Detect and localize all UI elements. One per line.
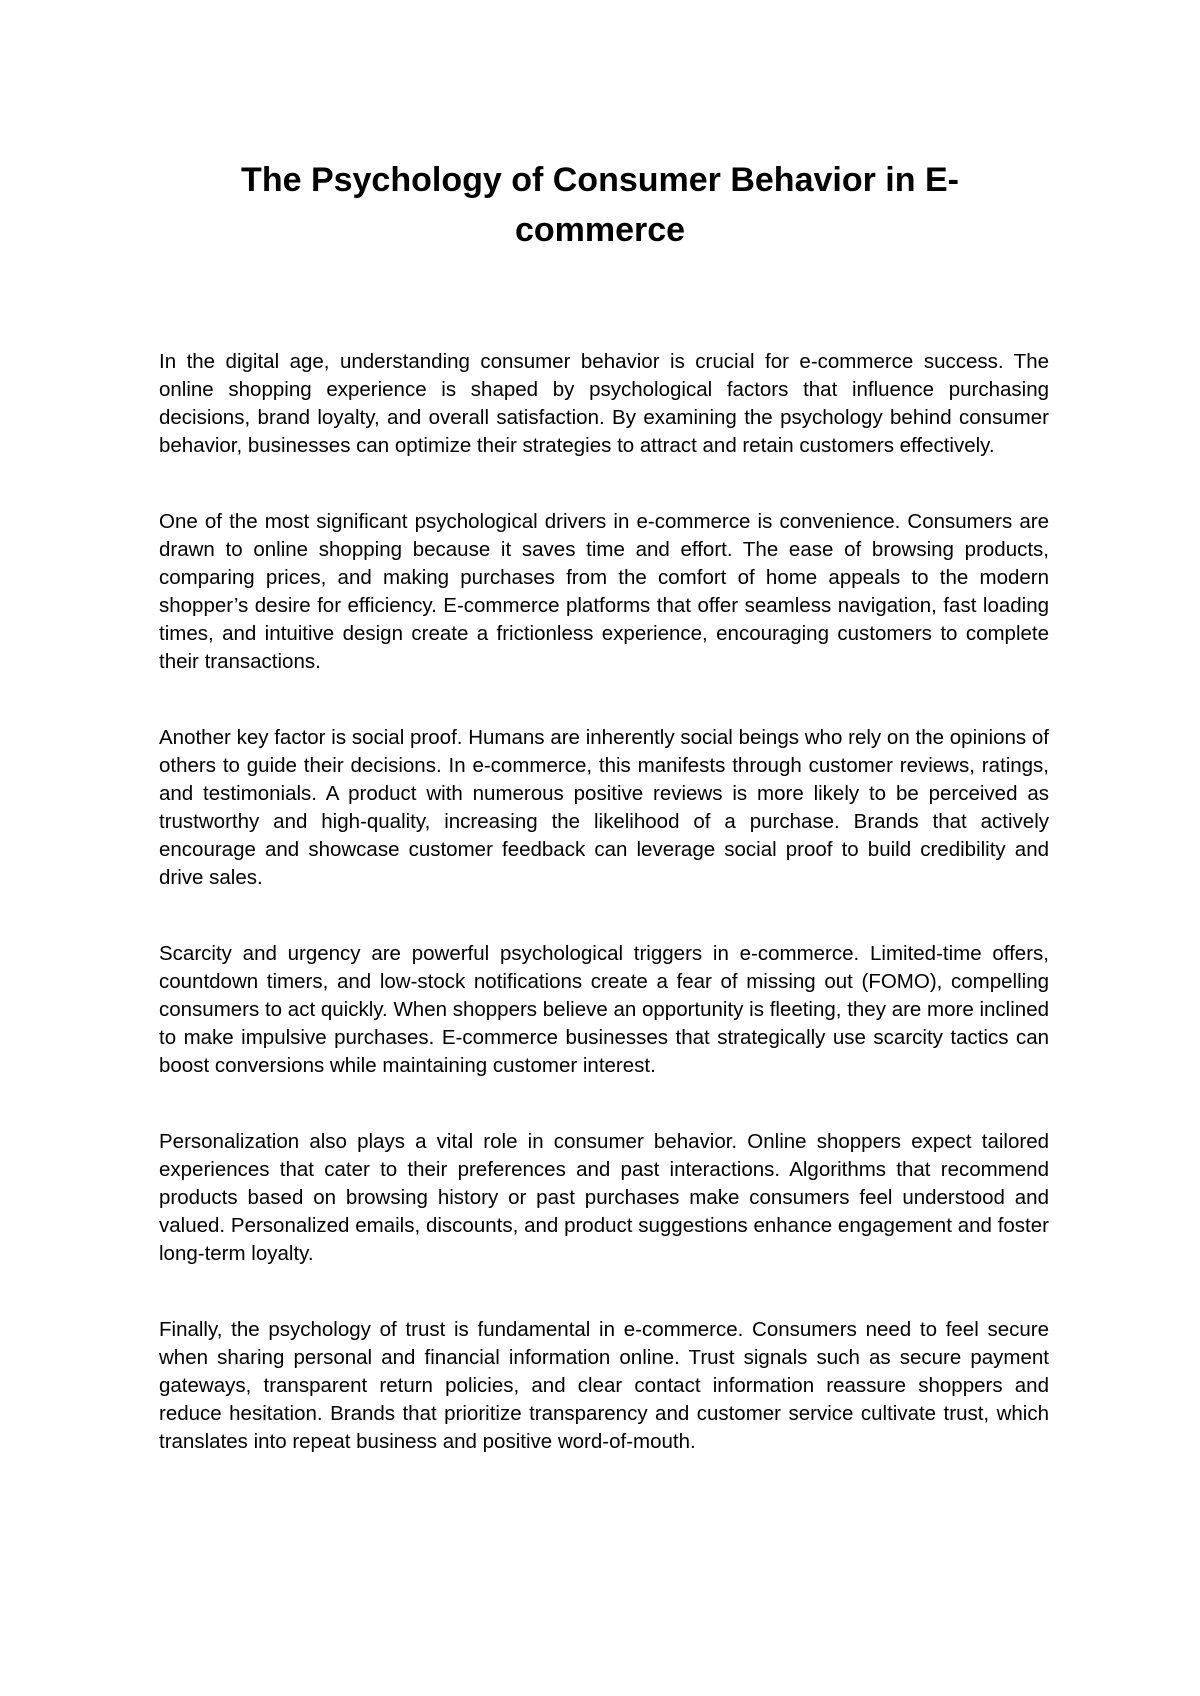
paragraph-personalization: Personalization also plays a vital role in consumer behavior. Online shoppers expect tailored experiences that cater to their preferences and past interactions. Algorithms that recommend products based on browsing history or past purchases make consumers feel understood and valued. Personalized emails, discounts, and product suggestions enhance engagement and foster long-term loyalty. [159,1130,1049,1265]
paragraph-social-proof: Another key factor is social proof. Humans are inherently social beings who rely on the opinions of others to guide their decisions. In e-commerce, this manifests through customer reviews, ratings, and testimonials. A product with numerous positive reviews is more likely to be perceived as trustworthy and high-quality, increasing the likelihood of a purchase. Brands that actively encourage and showcase customer feedback can leverage social proof to build credibility and drive sales. [159,726,1049,889]
paragraph-trust: Finally, the psychology of trust is fundamental in e-commerce. Consumers need to feel secure when sharing personal and financial information online. Trust signals such as secure payment gateways, transparent return policies, and clear contact information reassure shoppers and reduce hesitation. Brands that prioritize transparency and customer service cultivate trust, which translates into repeat business and positive word-of-mouth. [159,1318,1049,1453]
paragraph-intro: In the digital age, understanding consumer behavior is crucial for e-commerce success. The online shopping experience is shaped by psychological factors that influence purchasing decisions, brand loyalty, and overall satisfaction. By examining the psychology behind consumer behavior, businesses can optimize their strategies to attract and retain customers effectively. [159,350,1049,457]
paragraph-convenience: One of the most significant psychological drivers in e-commerce is convenience. Consumers are drawn to online shopping because it saves time and effort. The ease of browsing products, comparing prices, and making purchases from the comfort of home appeals to the modern shopper’s desire for efficiency. E-commerce platforms that offer seamless navigation, fast loading times, and intuitive design create a frictionless experience, encouraging customers to complete their transactions. [159,510,1049,673]
paragraph-scarcity: Scarcity and urgency are powerful psychological triggers in e-commerce. Limited-time offers, countdown timers, and low-stock notifications create a fear of missing out (FOMO), compelling consumers to act quickly. When shoppers believe an opportunity is fleeting, they are more inclined to make impulsive purchases. E-commerce businesses that strategically use scarcity tactics can boost conversions while maintaining customer interest. [159,942,1049,1077]
document-title: The Psychology of Consumer Behavior in E-commerce [241,161,959,249]
document-body [159,348,1049,1504]
